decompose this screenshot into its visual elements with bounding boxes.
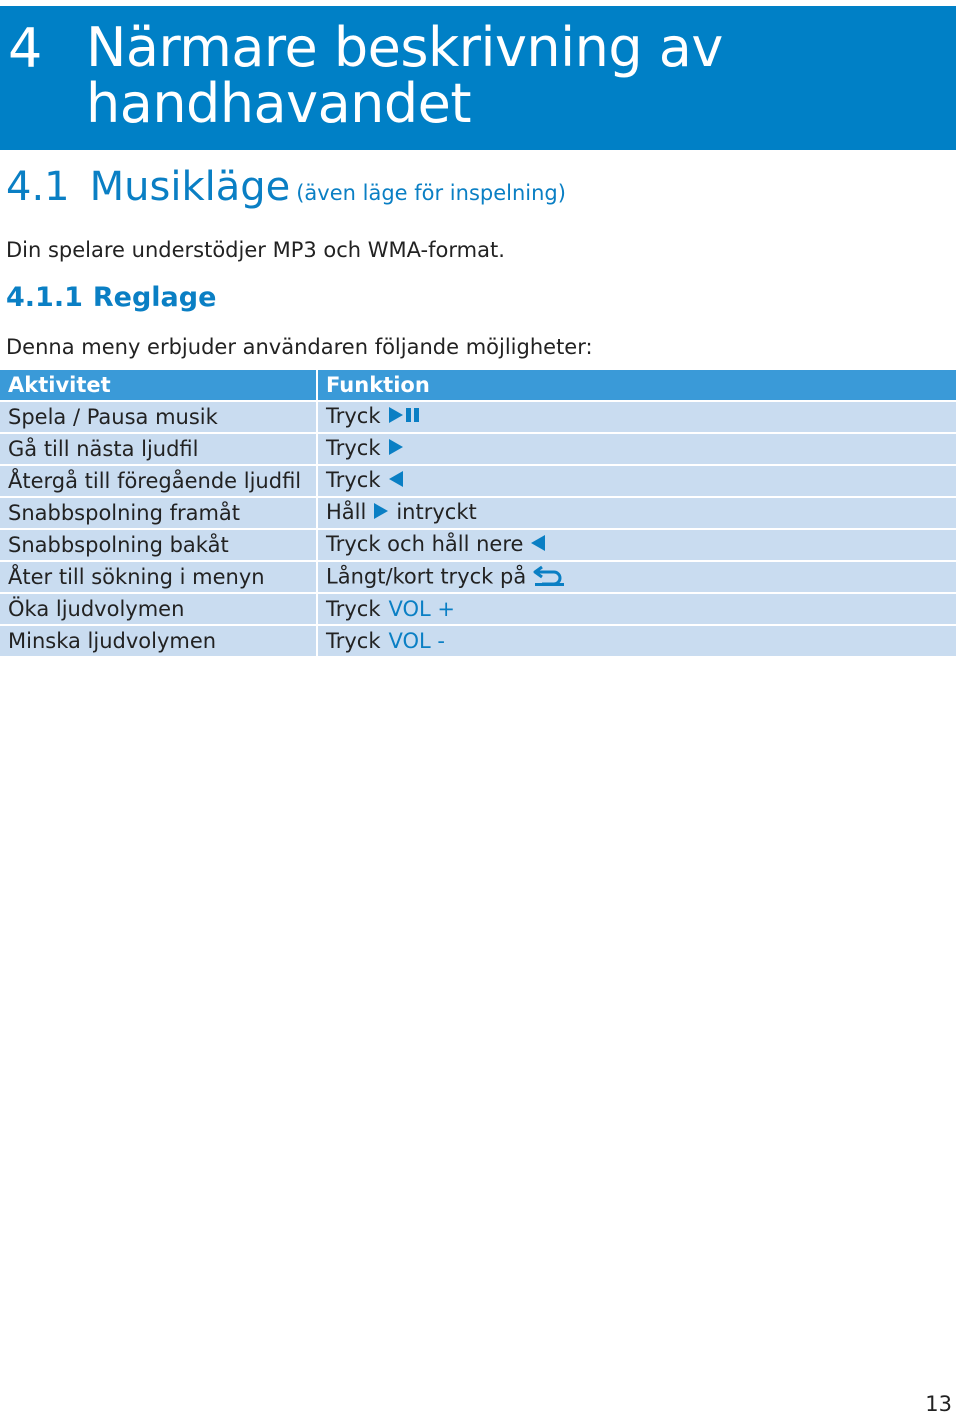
function-text: Tryck [326, 629, 381, 653]
activity-cell: Snabbspolning bakåt [0, 529, 317, 561]
table-body [0, 401, 956, 657]
header-activity: Aktivitet [0, 370, 317, 401]
next-icon [372, 501, 390, 526]
function-text: Tryck [326, 468, 381, 493]
table-row [0, 561, 956, 593]
function-cell [317, 497, 956, 529]
function-text: Tryck [326, 597, 381, 621]
volume-label: VOL + [388, 597, 456, 621]
function-text: Tryck [326, 404, 381, 429]
activity-cell: Gå till nästa ljudfil [0, 433, 317, 465]
activity-cell: Minska ljudvolymen [0, 625, 317, 657]
section-subtitle: (även läge för inspelning) [296, 181, 566, 205]
chapter-number: 4 [8, 17, 43, 80]
play-pause-icon [387, 405, 421, 430]
subsection-title: Reglage [92, 282, 217, 313]
function-cell [317, 401, 956, 433]
table-header-row [0, 370, 956, 401]
header-function: Funktion [317, 370, 956, 401]
function-text: Tryck [326, 436, 381, 461]
table-row [0, 497, 956, 529]
function-cell [317, 561, 956, 593]
lead-text: Denna meny erbjuder användaren följande möjligheter: [6, 335, 593, 359]
previous-icon [387, 469, 405, 494]
function-text: Håll [326, 500, 367, 525]
table-row [0, 625, 956, 657]
function-text: Tryck och håll nere [326, 532, 524, 557]
function-cell [317, 593, 956, 625]
back-icon [532, 563, 566, 592]
subsection-heading [6, 282, 216, 313]
section-title: Musikläge [89, 164, 291, 210]
chapter-banner [0, 6, 956, 150]
controls-table [0, 370, 956, 658]
chapter-title: Närmare beskrivning av handhavandet [86, 16, 723, 135]
activity-cell: Öka ljudvolymen [0, 593, 317, 625]
function-text: Långt/kort tryck på [326, 564, 527, 588]
table-row [0, 465, 956, 497]
function-cell [317, 625, 956, 657]
table-row [0, 529, 956, 561]
table-row [0, 593, 956, 625]
function-cell [317, 465, 956, 497]
activity-cell: Återgå till föregående ljudfil [0, 465, 317, 497]
activity-cell: Spela / Pausa musik [0, 401, 317, 433]
table-row [0, 433, 956, 465]
activity-cell: Snabbspolning framåt [0, 497, 317, 529]
activity-cell: Åter till sökning i menyn [0, 561, 317, 593]
function-cell [317, 529, 956, 561]
section-heading [6, 164, 566, 210]
page-number: 13 [925, 1392, 952, 1416]
volume-label: VOL - [388, 629, 445, 653]
subsection-number: 4.1.1 [6, 282, 83, 313]
previous-icon [529, 533, 547, 558]
next-icon [387, 437, 405, 462]
function-text-suffix: intryckt [396, 500, 477, 525]
function-cell [317, 433, 956, 465]
intro-text: Din spelare understödjer MP3 och WMA-format. [6, 238, 505, 262]
table-row [0, 401, 956, 433]
section-number: 4.1 [6, 164, 70, 210]
